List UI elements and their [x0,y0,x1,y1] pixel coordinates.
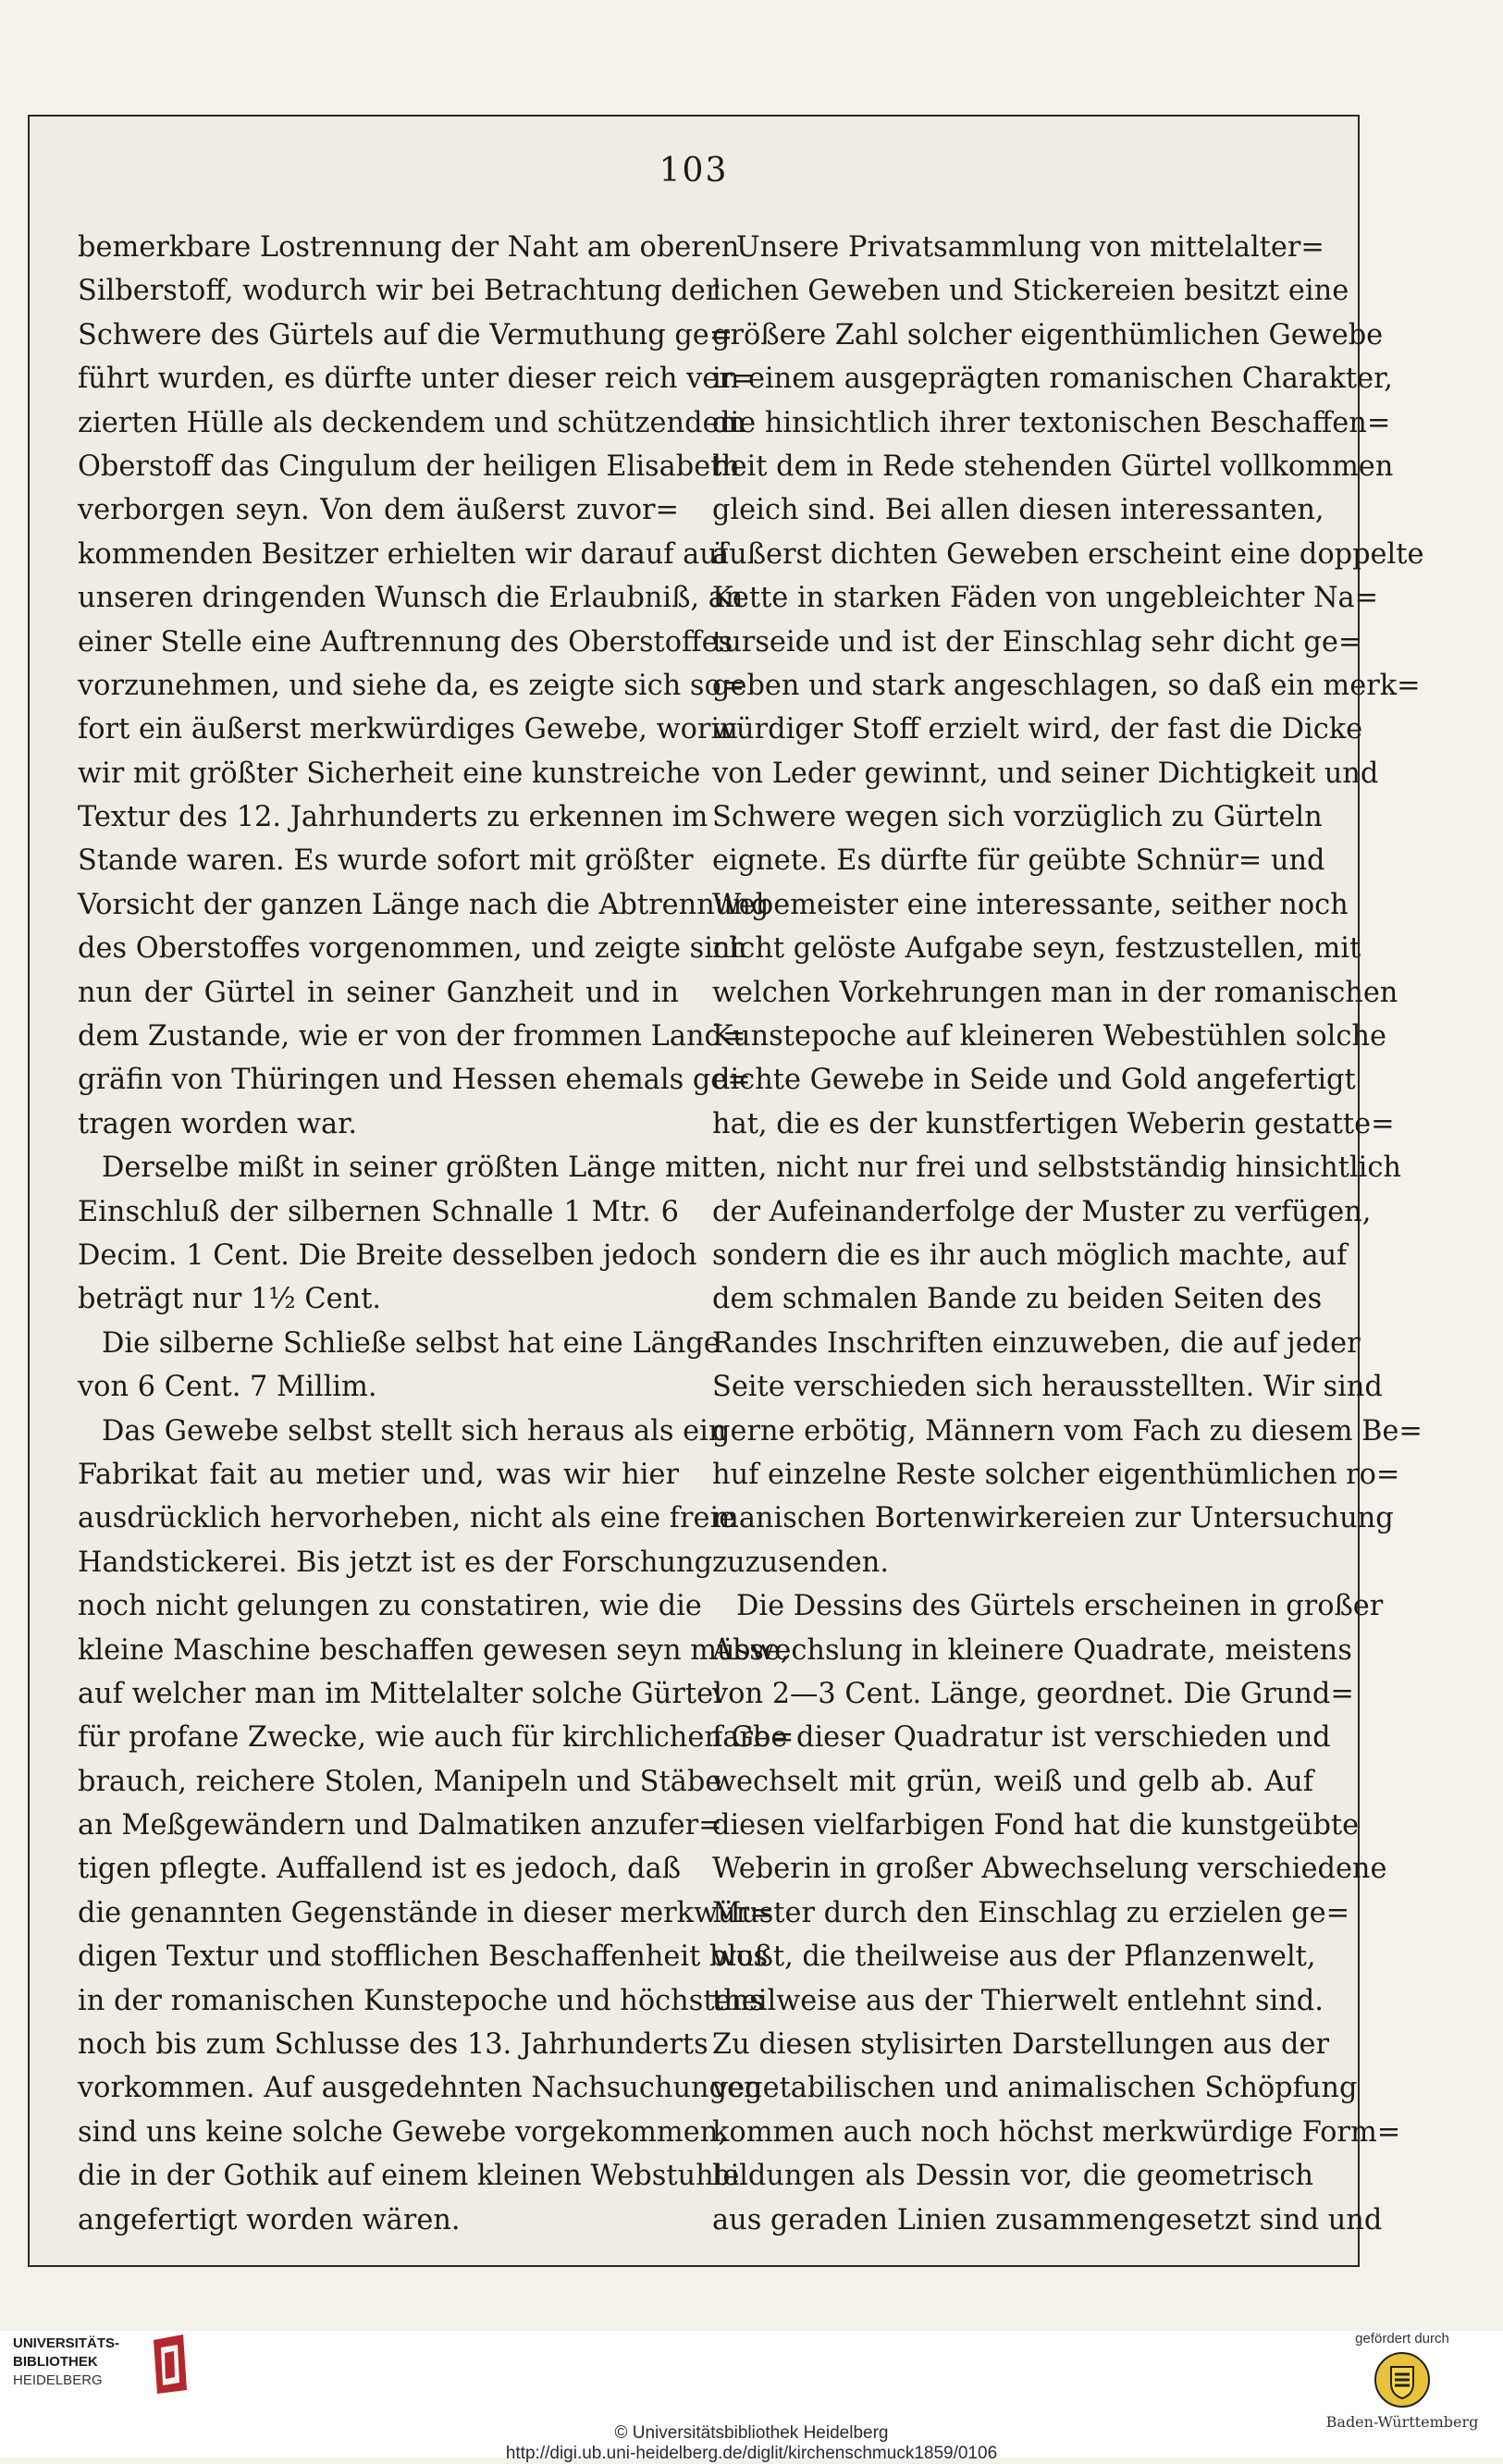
text-line: kommen auch noch höchst merkwürdige Form= [712,2115,1401,2149]
text-line: vorzunehmen, und siehe da, es zeigte sich so= [78,669,745,702]
text-line: sind uns keine solche Gewebe vorgekommen, [78,2115,727,2149]
text-line: digen Textur und stofflichen Beschaffenheit blos [78,1940,769,1974]
text-line: die in der Gothik auf einem kleinen Webstuhle [78,2160,740,2193]
text-line: sondern die es ihr auch möglich machte, auf [712,1238,1348,1272]
text-line: bildungen als Dessin vor, die geometrisch [712,2160,1313,2193]
text-line: Unsere Privatsammlung von mittelalter= [736,231,1324,264]
text-line: an Meßgewändern und Dalmatiken anzufer= [78,1809,722,1842]
text-line: vegetabilischen und animalischen Schöpfung [712,2072,1358,2105]
text-line: wir mit größter Sicherheit eine kunstreiche [78,757,701,790]
text-line: lichen Geweben und Stickereien besitzt eine [712,275,1349,308]
text-line: Kunstepoche auf kleineren Webestühlen solche [712,1020,1386,1053]
text-line: führt wurden, es dürfte unter dieser reich ver= [78,363,757,396]
scanned-page [28,115,1424,2267]
text-line: brauch, reichere Stolen, Manipeln und Stäbe [78,1765,722,1798]
text-line: vorkommen. Auf ausgedehnten Nachsuchungen [78,2072,762,2105]
text-line: kommenden Besitzer erhielten wir darauf auf [78,537,729,571]
text-line: noch nicht gelungen zu constatiren, wie die [78,1590,702,1623]
text-line: hat, die es der kunstfertigen Weberin gestatte= [712,1107,1395,1140]
sponsor-name: Baden-Württemberg [1325,2413,1479,2431]
source-url-link[interactable]: http://digi.ub.uni-heidelberg.de/diglit/kirchenschmuck1859/0106 [505,2444,998,2463]
copyright-text: © Universitätsbibliothek Heidelberg [614,2423,889,2443]
text-line: Derselbe mißt in seiner größten Länge mit [102,1152,712,1185]
text-line: zierten Hülle als deckendem und schützendem [78,406,746,439]
text-line: Schwere des Gürtels auf die Vermuthung ge= [78,318,733,351]
text-line: wußt, die theilweise aus der Pflanzenwelt, [712,1940,1316,1974]
text-line: Silberstoff, wodurch wir bei Betrachtung der [78,275,720,308]
text-line: unseren dringenden Wunsch die Erlaubniß, an [78,582,744,615]
column-gutter [695,226,696,2251]
text-line: heit dem in Rede stehenden Gürtel vollkommen [712,450,1394,483]
text-line: verborgen seyn. Von dem äußerst zuvor= [78,494,679,527]
text-line: tragen worden war. [78,1107,358,1140]
text-line: zuzusenden. [712,1546,889,1579]
text-line: noch bis zum Schlusse des 13. Jahrhunderts [78,2028,708,2062]
text-line: Schwere wegen sich vorzüglich zu Gürteln [712,801,1323,834]
text-line: von 2—3 Cent. Länge, geordnet. Die Grund= [712,1677,1354,1710]
text-line: die hinsichtlich ihrer textonischen Beschaffen= [712,406,1391,439]
text-line: angefertigt worden wären. [78,2203,461,2236]
text-line: fort ein äußerst merkwürdiges Gewebe, worin [78,713,738,746]
text-line: äußerst dichten Geweben erscheint eine doppelte [712,537,1424,571]
text-line: Stande waren. Es wurde sofort mit größter [78,844,694,878]
text-line: die genannten Gegenstände in dieser merkwür= [78,1896,773,1929]
text-line: Randes Inschriften einzuweben, die auf jeder [712,1326,1361,1360]
text-line: bemerkbare Lostrennung der Naht am oberen [78,231,740,264]
text-line: manischen Bortenwirkereien zur Untersuchung [712,1502,1394,1535]
text-line: gräfin von Thüringen und Hessen ehemals ge= [78,1064,751,1097]
right-text-column [712,226,1424,2242]
copyright-block [0,2423,1503,2464]
text-line: größere Zahl solcher eigenthümlichen Gewebe [712,318,1384,351]
state-crest-icon [1373,2350,1432,2409]
text-line: einer Stelle eine Auftrennung des Oberstoffes [78,625,733,659]
text-line: Das Gewebe selbst stellt sich heraus als ein [102,1414,727,1448]
text-line: gerne erbötig, Männern vom Fach zu diesem Be= [712,1414,1423,1448]
text-line: aus geraden Linien zusammengesetzt sind und [712,2203,1383,2236]
left-text-column [78,226,795,2242]
text-line: nicht gelöste Aufgabe seyn, festzustellen, mit [712,932,1361,966]
text-line: ten, nicht nur frei und selbstständig hinsichtlich [712,1152,1401,1185]
text-line: von Leder gewinnt, und seiner Dichtigkeit und [712,757,1379,790]
text-line: würdiger Stoff erzielt wird, der fast die Dicke [712,713,1363,746]
text-line: tigen pflegte. Auffallend ist es jedoch, daß [78,1853,682,1886]
text-line: nun der Gürtel in seiner Ganzheit und in [78,976,679,1009]
text-line: Die silberne Schließe selbst hat eine Länge [102,1326,721,1360]
text-line: Decim. 1 Cent. Die Breite desselben jedoch [78,1238,697,1272]
text-line: der Aufeinanderfolge der Muster zu verfügen, [712,1195,1372,1228]
sponsor-label: gefördert durch [1355,2331,1449,2347]
text-line: gleich sind. Bei allen diesen interessanten, [712,494,1324,527]
text-line: Webemeister eine interessante, seither noch [712,888,1349,921]
text-line: Weberin in großer Abwechselung verschiedene [712,1853,1387,1886]
text-line: Kette in starken Fäden von ungebleichter Na= [712,582,1379,615]
sponsor-block [1324,2331,1481,2431]
text-line: von 6 Cent. 7 Millim. [78,1371,377,1404]
page-number: 103 [659,152,729,190]
text-line: Seite verschieden sich herausstellten. Wir sind [712,1371,1383,1404]
text-line: welchen Vorkehrungen man in der romanischen [712,976,1398,1009]
text-line: diesen vielfarbigen Fond hat die kunstgeübte [712,1809,1360,1842]
text-line: Einschluß der silbernen Schnalle 1 Mtr. 6 [78,1195,679,1228]
library-name-line3: HEIDELBERG [13,2372,103,2388]
text-line: dem Zustande, wie er von der frommen Land= [78,1020,746,1053]
text-line: auf welcher man im Mittelalter solche Gürtel [78,1677,722,1710]
text-line: theilweise aus der Thierwelt entlehnt sind. [712,1984,1324,2017]
text-line: kleine Maschine beschaffen gewesen seyn müsse, [78,1633,790,1667]
text-line: Oberstoff das Cingulum der heiligen Elisabeth [78,450,740,483]
text-line: Fabrikat fait au metier und, was wir hier [78,1458,679,1491]
text-line: in einem ausgeprägten romanischen Charakter, [712,363,1393,396]
text-line: eignete. Es dürfte für geübte Schnür= und [712,844,1325,878]
text-line: Zu diesen stylisirten Darstellungen aus der [712,2028,1329,2062]
text-line: dem schmalen Bande zu beiden Seiten des [712,1283,1323,1316]
text-line: in der romanischen Kunstepoche und höchstens [78,1984,764,2017]
text-line: beträgt nur 1½ Cent. [78,1283,382,1316]
digitization-footer [0,2331,1503,2463]
text-line: geben und stark angeschlagen, so daß ein merk= [712,669,1421,702]
text-line: dichte Gewebe in Seide und Gold angefertigt [712,1064,1356,1097]
text-line: wechselt mit grün, weiß und gelb ab. Auf [712,1765,1313,1798]
text-line: farbe dieser Quadratur ist verschieden und [712,1721,1331,1755]
text-line: turseide und ist der Einschlag sehr dicht ge= [712,625,1362,659]
text-line: Die Dessins des Gürtels erscheinen in großer [736,1590,1384,1623]
text-line: Abwechslung in kleinere Quadrate, meistens [712,1633,1352,1667]
text-line: huf einzelne Reste solcher eigenthümlichen ro= [712,1458,1400,1491]
library-emblem-icon [146,2331,194,2396]
text-line: Handstickerei. Bis jetzt ist es der Forschung [78,1546,713,1579]
library-name-line2: BIBLIOTHEK [13,2354,98,2370]
text-line: des Oberstoffes vorgenommen, und zeigte sich [78,932,747,966]
text-line: für profane Zwecke, wie auch für kirchlichen Ge= [78,1721,795,1755]
text-line: Vorsicht der ganzen Länge nach die Abtrennung [78,888,770,921]
library-logo[interactable] [13,2335,119,2390]
text-line: Muster durch den Einschlag zu erzielen ge= [712,1896,1350,1929]
library-name-line1: UNIVERSITÄTS- [13,2335,120,2351]
text-line: Textur des 12. Jahrhunderts zu erkennen im [78,801,708,834]
text-line: ausdrücklich hervorheben, nicht als eine freie [78,1502,736,1535]
